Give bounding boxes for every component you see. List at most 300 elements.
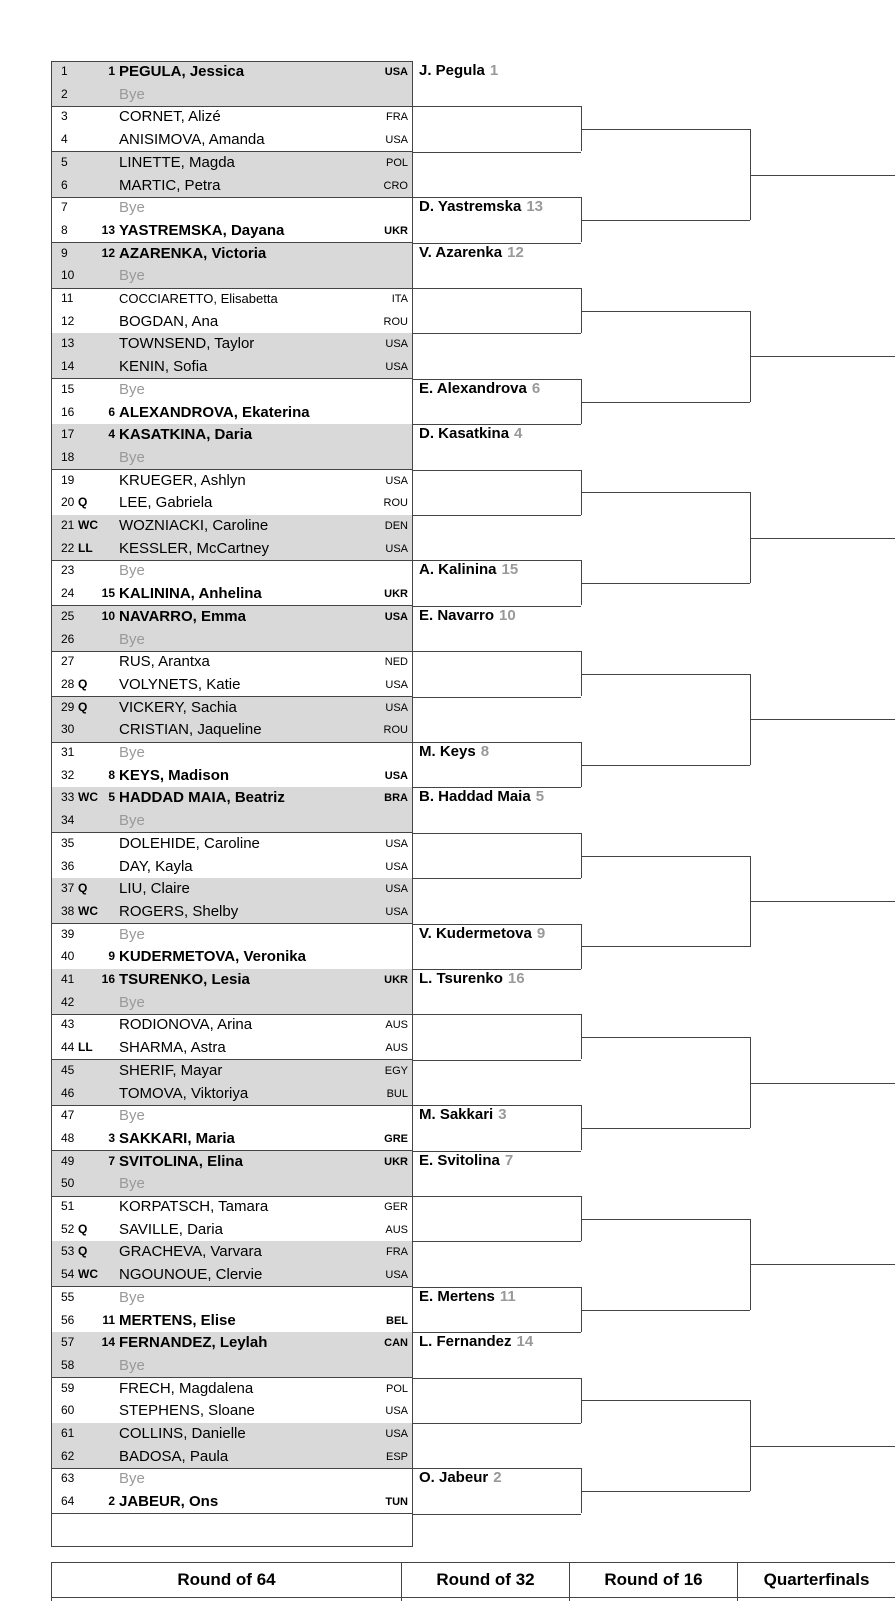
bracket-line	[413, 969, 581, 970]
draw-position: 2	[61, 86, 68, 101]
player-name: Bye	[119, 1356, 145, 1374]
draw-position: 5	[61, 154, 68, 169]
player-name: ANISIMOVA, Amanda	[119, 131, 265, 149]
player-name: YASTREMSKA, Dayana	[119, 221, 285, 239]
player-name: KEYS, Madison	[119, 766, 230, 784]
player-name: TOWNSEND, Taylor	[119, 335, 255, 353]
draw-position: 59	[61, 1380, 75, 1395]
player-name: BOGDAN, Ana	[119, 312, 219, 330]
player-name: TSURENKO, Lesia	[119, 971, 250, 988]
country-code: USA	[385, 1405, 408, 1418]
draw-position: 38	[61, 903, 75, 918]
draw-position: 29	[61, 699, 75, 714]
round-32-entry	[419, 198, 543, 215]
entry-tag: Q	[78, 881, 88, 896]
player-name: KRUEGER, Ashlyn	[119, 471, 246, 489]
player-name: Bye	[119, 630, 145, 648]
country-code: USA	[385, 338, 408, 351]
bracket-line	[413, 333, 581, 334]
round-32-header: Round of 32	[401, 1563, 569, 1601]
draw-position: 53	[61, 1244, 75, 1259]
bracket-line	[413, 924, 581, 925]
draw-position: 24	[61, 586, 75, 601]
player-name: TOMOVA, Viktoriya	[119, 1084, 249, 1102]
round-32-entry	[419, 970, 525, 987]
country-code: USA	[385, 474, 408, 487]
country-code: BRA	[384, 792, 408, 805]
bracket-line	[413, 878, 581, 879]
bracket-line	[581, 1310, 750, 1311]
bracket-line	[581, 492, 750, 493]
bracket-line	[413, 379, 581, 380]
draw-position: 61	[61, 1426, 75, 1440]
draw-position: 56	[61, 1312, 75, 1327]
bracket-line	[581, 583, 750, 584]
draw-position: 50	[61, 1176, 75, 1191]
draw-position: 48	[61, 1130, 75, 1145]
draw-position: 15	[61, 381, 75, 396]
round-32-seed: 3	[498, 1106, 507, 1124]
round-32-entry	[419, 1106, 507, 1123]
round-32-entry	[419, 788, 544, 805]
country-code: AUS	[385, 1019, 408, 1032]
entry-tag: Q	[78, 699, 88, 714]
round-32-seed: 11	[499, 1287, 516, 1305]
draw-position: 62	[61, 1448, 75, 1463]
player-name: WOZNIACKI, Caroline	[119, 517, 269, 534]
bracket-line	[413, 1514, 581, 1515]
bracket-line	[581, 946, 750, 947]
round-32-entry	[419, 1152, 513, 1169]
seed-number: 4	[108, 427, 115, 442]
country-code: POL	[385, 156, 408, 169]
round-32-player: B. Haddad Maia	[419, 788, 531, 806]
player-name: Bye	[119, 1288, 145, 1306]
seed-number: 6	[108, 404, 115, 419]
player-name: VICKERY, Sachia	[119, 698, 237, 716]
round-32-player: E. Mertens	[419, 1287, 495, 1305]
draw-position: 7	[61, 200, 68, 215]
round-32-seed: 9	[536, 924, 546, 942]
bracket-line	[413, 1241, 581, 1242]
country-code: ROU	[383, 724, 408, 737]
seed-number: 12	[101, 245, 115, 260]
player-name: LINETTE, Magda	[119, 153, 235, 171]
bracket-line	[581, 674, 750, 675]
seed-number: 1	[108, 64, 115, 78]
player-name: Bye	[119, 993, 145, 1011]
country-code: ITA	[391, 293, 408, 305]
bracket-line	[750, 1083, 895, 1084]
bracket-line	[413, 606, 581, 607]
country-code: USA	[385, 134, 408, 147]
round-32-entry	[419, 1333, 533, 1350]
player-name: Bye	[119, 199, 145, 217]
bracket-line	[581, 765, 750, 766]
draw-position: 14	[61, 359, 75, 374]
bracket-line	[413, 1423, 581, 1424]
draw-position: 3	[61, 109, 68, 124]
round-32-player: J. Pegula	[419, 62, 485, 79]
country-code: NED	[384, 656, 408, 669]
round-32-seed: 7	[504, 1151, 514, 1169]
round-32-seed: 4	[514, 425, 523, 443]
player-name: SAKKARI, Maria	[119, 1129, 235, 1147]
bracket-line	[413, 833, 581, 834]
round-32-seed: 6	[531, 379, 541, 397]
seed-number: 7	[108, 1153, 115, 1168]
draw-position: 16	[61, 404, 75, 419]
player-name: VOLYNETS, Katie	[119, 675, 241, 693]
bracket-line	[413, 1060, 581, 1061]
player-name: KALININA, Anhelina	[119, 585, 262, 603]
country-code: GER	[384, 1201, 408, 1213]
player-name: LIU, Claire	[119, 880, 190, 898]
draw-position: 9	[61, 245, 68, 260]
bracket-line	[581, 311, 750, 312]
seed-number: 3	[108, 1130, 115, 1145]
draw-position: 27	[61, 654, 75, 669]
draw-position: 12	[61, 313, 75, 328]
round-32-entry	[419, 244, 524, 261]
player-name: KUDERMETOVA, Veronika	[119, 948, 306, 966]
seed-number: 14	[101, 1335, 115, 1350]
round-32-player: M. Sakkari	[419, 1106, 494, 1124]
draw-position: 58	[61, 1357, 75, 1372]
player-name: KENIN, Sofia	[119, 358, 208, 376]
bracket-line	[413, 197, 581, 198]
country-code: ESP	[385, 1450, 408, 1463]
country-code: USA	[385, 860, 408, 873]
seed-number: 8	[108, 767, 115, 782]
draw-position: 60	[61, 1403, 75, 1418]
entry-tag: LL	[78, 540, 93, 555]
player-name: ROGERS, Shelby	[119, 902, 239, 920]
player-name: MERTENS, Elise	[119, 1311, 236, 1329]
round-32-entry	[419, 380, 540, 397]
player-name: COLLINS, Danielle	[119, 1425, 246, 1442]
bracket-line	[750, 538, 895, 539]
player-name: Bye	[119, 1470, 145, 1488]
country-code: USA	[384, 769, 408, 782]
seed-number: 16	[101, 972, 115, 986]
country-code: UKR	[384, 1155, 408, 1168]
player-name: Bye	[119, 448, 145, 466]
round-32-seed: 16	[507, 970, 525, 987]
draw-position: 13	[61, 336, 75, 351]
bracket-line	[581, 856, 750, 857]
header-bottom-line	[51, 1597, 895, 1598]
player-name: Bye	[119, 925, 145, 943]
draw-position: 10	[61, 268, 75, 283]
bracket-line	[413, 1287, 581, 1288]
round-32-player: L. Tsurenko	[419, 970, 503, 987]
player-name: JABEUR, Ons	[119, 1493, 219, 1511]
player-name: RODIONOVA, Arina	[119, 1016, 253, 1034]
country-code: AUS	[385, 1223, 408, 1236]
player-name: Bye	[119, 744, 145, 761]
country-code: USA	[385, 883, 408, 896]
player-name: CORNET, Alizé	[119, 108, 221, 126]
country-code: BUL	[386, 1087, 408, 1100]
bracket-line	[413, 742, 581, 743]
round-32-entry	[419, 1288, 516, 1305]
round-32-player: O. Jabeur	[419, 1469, 489, 1487]
round-32-seed: 10	[499, 606, 516, 624]
country-code: USA	[385, 1269, 408, 1282]
draw-position: 49	[61, 1153, 75, 1168]
bracket-line	[413, 1378, 581, 1379]
bracket-line	[413, 1196, 581, 1197]
country-code: TUN	[385, 1496, 408, 1509]
bracket-line	[413, 1151, 581, 1152]
player-name: STEPHENS, Sloane	[119, 1402, 255, 1420]
seed-number: 5	[108, 790, 115, 805]
seed-number: 11	[102, 1312, 115, 1327]
round-32-entry	[419, 607, 516, 624]
bracket-line	[581, 402, 750, 403]
country-code: USA	[385, 678, 408, 691]
country-code: POL	[385, 1382, 408, 1395]
seed-number: 13	[101, 222, 115, 237]
bracket-line	[581, 1491, 750, 1492]
bracket-line	[750, 175, 895, 176]
seed-number: 10	[101, 608, 115, 623]
draw-position: 8	[61, 222, 68, 237]
player-name: GRACHEVA, Varvara	[119, 1243, 262, 1261]
entry-tag: LL	[78, 1040, 93, 1055]
round-32-entry	[419, 1469, 502, 1486]
player-name: MARTIC, Petra	[119, 176, 221, 194]
draw-position: 6	[61, 177, 68, 192]
country-code: FRA	[386, 1246, 408, 1259]
draw-position: 52	[61, 1221, 75, 1236]
country-code: UKR	[384, 588, 408, 601]
round-32-entry	[419, 925, 545, 942]
country-code: FRA	[386, 111, 408, 124]
round-32-seed: 1	[489, 62, 499, 79]
bracket-line	[413, 1468, 581, 1469]
country-code: ROU	[383, 315, 408, 328]
seed-number: 15	[101, 586, 115, 601]
country-code: USA	[385, 1428, 408, 1440]
bracket-line	[750, 901, 895, 902]
player-name: CRISTIAN, Jaqueline	[119, 721, 262, 739]
round-32-entry	[419, 425, 522, 442]
round-32-seed: 13	[526, 198, 543, 216]
draw-position: 36	[61, 858, 75, 873]
draw-position: 37	[61, 881, 75, 896]
player-name: Bye	[119, 1175, 145, 1193]
draw-position: 41	[61, 972, 75, 986]
round-32-player: E. Svitolina	[419, 1151, 500, 1169]
round-32-player: A. Kalinina	[419, 561, 497, 579]
round-32-player: E. Alexandrova	[419, 379, 527, 397]
player-name: SAVILLE, Daria	[119, 1220, 223, 1238]
player-name: Bye	[119, 267, 145, 285]
country-code: USA	[385, 542, 408, 555]
draw-position: 20	[61, 495, 75, 510]
draw-position: 42	[61, 994, 75, 1009]
draw-position: 11	[61, 291, 74, 305]
round-header-bar	[51, 1562, 895, 1601]
draw-position: 63	[61, 1471, 75, 1486]
bracket-line	[581, 220, 750, 221]
round-32-player: V. Azarenka	[419, 243, 503, 261]
bracket-line	[413, 470, 581, 471]
bracket-line	[413, 152, 581, 153]
player-name: RUS, Arantxa	[119, 653, 210, 671]
draw-position: 45	[61, 1062, 75, 1077]
round-32-entry	[419, 561, 518, 578]
entry-tag: WC	[78, 1267, 98, 1282]
entry-tag: Q	[78, 495, 88, 510]
player-name: KORPATSCH, Tamara	[119, 1198, 269, 1215]
round-32-seed: 5	[535, 788, 545, 806]
player-name: NGOUNOUE, Clervie	[119, 1266, 263, 1284]
draw-position: 51	[61, 1199, 75, 1213]
bracket-line	[413, 651, 581, 652]
country-code: EGY	[384, 1064, 408, 1077]
player-name: Bye	[119, 812, 145, 830]
bracket-line	[581, 1128, 750, 1129]
round-32-seed: 8	[480, 743, 490, 760]
draw-position: 44	[61, 1040, 75, 1055]
draw-frame	[51, 61, 413, 1547]
draw-position: 26	[61, 631, 75, 646]
seed-number: 9	[108, 949, 115, 964]
country-code: UKR	[384, 974, 408, 986]
player-name: SHERIF, Mayar	[119, 1061, 223, 1079]
round-32-player: D. Kasatkina	[419, 425, 510, 443]
draw-position: 54	[61, 1267, 75, 1282]
bracket-line	[413, 424, 581, 425]
entry-tag: WC	[78, 903, 98, 918]
round-32-entry	[419, 743, 489, 760]
bracket-line	[413, 243, 581, 244]
country-code: DEN	[384, 520, 408, 532]
player-name: SVITOLINA, Elina	[119, 1152, 243, 1170]
bracket-line	[750, 1264, 895, 1265]
entry-tag: Q	[78, 1244, 88, 1259]
player-name: KASATKINA, Daria	[119, 426, 253, 444]
player-name: FRECH, Magdalena	[119, 1379, 254, 1397]
draw-position: 23	[61, 563, 75, 578]
player-name: PEGULA, Jessica	[119, 63, 245, 80]
bracket-line	[750, 719, 895, 720]
draw-position: 21	[61, 518, 75, 532]
round-64-header: Round of 64	[51, 1563, 401, 1601]
round-32-player: D. Yastremska	[419, 198, 522, 216]
draw-position: 40	[61, 949, 75, 964]
player-name: COCCIARETTO, Elisabetta	[119, 291, 278, 306]
bracket-line	[413, 515, 581, 516]
country-code: CAN	[384, 1337, 408, 1350]
bracket-line	[581, 1037, 750, 1038]
player-name: BADOSA, Paula	[119, 1447, 229, 1465]
draw-position: 17	[61, 427, 75, 442]
round-32-seed: 12	[507, 243, 524, 261]
draw-position: 39	[61, 926, 75, 941]
entry-tag: WC	[78, 518, 98, 532]
player-name: SHARMA, Astra	[119, 1039, 226, 1057]
draw-position: 1	[61, 64, 68, 78]
player-name: DOLEHIDE, Caroline	[119, 834, 260, 852]
bracket-line	[413, 560, 581, 561]
player-name: LEE, Gabriela	[119, 494, 213, 512]
draw-position: 30	[61, 722, 75, 737]
bracket-line	[413, 1332, 581, 1333]
draw-position: 22	[61, 540, 75, 555]
bracket-line	[413, 787, 581, 788]
bracket-line	[413, 1014, 581, 1015]
draw-position: 4	[61, 132, 68, 147]
round-32-player: M. Keys	[419, 743, 476, 760]
bracket-line	[581, 1219, 750, 1220]
country-code: USA	[384, 610, 408, 623]
country-code: UKR	[384, 224, 408, 237]
entry-tag: Q	[78, 1221, 88, 1236]
country-code: GRE	[384, 1132, 408, 1145]
player-name: Bye	[119, 380, 145, 398]
draw-position: 35	[61, 835, 75, 850]
country-code: USA	[385, 701, 408, 714]
round-32-seed: 14	[516, 1333, 534, 1351]
quarterfinals-header: Quarterfinals	[737, 1563, 895, 1601]
country-code: USA	[385, 837, 408, 850]
draw-position: 28	[61, 676, 75, 691]
player-name: ALEXANDROVA, Ekaterina	[119, 403, 310, 421]
country-code: USA	[384, 66, 408, 78]
country-code: BEL	[386, 1314, 408, 1327]
country-code: ROU	[383, 497, 408, 510]
bracket-line	[581, 1400, 750, 1401]
player-name: AZARENKA, Victoria	[119, 244, 267, 262]
country-code: AUS	[385, 1042, 408, 1055]
round-32-player: E. Navarro	[419, 606, 495, 624]
draw-position: 19	[61, 472, 75, 487]
player-name: HADDAD MAIA, Beatriz	[119, 789, 285, 807]
player-name: KESSLER, McCartney	[119, 539, 270, 557]
bracket-line	[413, 697, 581, 698]
seed-number: 2	[108, 1494, 115, 1509]
player-name: FERNANDEZ, Leylah	[119, 1334, 268, 1352]
draw-position: 32	[61, 767, 75, 782]
round-32-player: V. Kudermetova	[419, 924, 532, 942]
player-name: DAY, Kayla	[119, 857, 193, 875]
bracket-line	[750, 1446, 895, 1447]
bracket-line	[581, 129, 750, 130]
draw-position: 33	[61, 790, 75, 805]
draw-position: 34	[61, 813, 75, 828]
country-code: USA	[385, 361, 408, 374]
draw-position: 57	[61, 1335, 75, 1350]
bracket-line	[413, 106, 581, 107]
entry-tag: WC	[78, 790, 98, 805]
bracket-line	[413, 1105, 581, 1106]
round-16-header: Round of 16	[569, 1563, 737, 1601]
player-name: Bye	[119, 85, 145, 103]
round-32-seed: 15	[501, 561, 519, 579]
player-name: NAVARRO, Emma	[119, 607, 246, 625]
draw-position: 31	[61, 745, 75, 759]
draw-position: 18	[61, 449, 75, 464]
entry-tag: Q	[78, 676, 88, 691]
draw-position: 55	[61, 1289, 75, 1304]
bracket-line	[750, 356, 895, 357]
draw-position: 25	[61, 608, 75, 623]
round-32-player: L. Fernandez	[419, 1333, 512, 1351]
